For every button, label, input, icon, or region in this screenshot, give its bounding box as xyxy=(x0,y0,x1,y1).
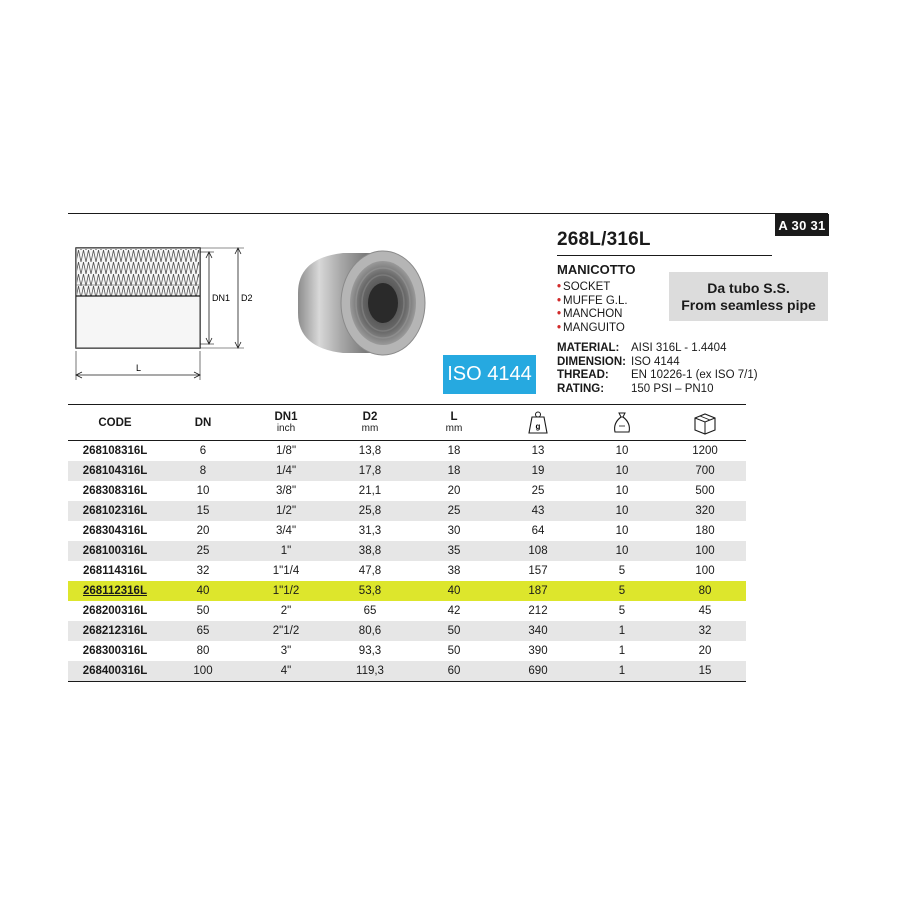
alias-item: • MANGUITO xyxy=(557,321,625,334)
table-header xyxy=(68,405,746,441)
cell-dn: 40 xyxy=(162,581,244,601)
cell-l: 42 xyxy=(412,601,496,621)
cell-d2: 17,8 xyxy=(328,461,412,481)
cell-code: 268108316L xyxy=(68,441,162,462)
cell-d2: 65 xyxy=(328,601,412,621)
cell-d2: 80,6 xyxy=(328,621,412,641)
specs xyxy=(557,342,758,396)
alias-item: • MUFFE G.L. xyxy=(557,294,628,307)
cell-code: 268104316L xyxy=(68,461,162,481)
cell-box: 45 xyxy=(664,601,746,621)
cell-dn: 65 xyxy=(162,621,244,641)
cell-d2: 21,1 xyxy=(328,481,412,501)
cell-code: 268100316L xyxy=(68,541,162,561)
cell-box: 1200 xyxy=(664,441,746,462)
table-row xyxy=(68,541,746,561)
svg-text:g: g xyxy=(535,421,541,431)
spec-rating: RATING: 150 PSI – PN10 xyxy=(557,382,714,395)
cell-box: 32 xyxy=(664,621,746,641)
table-row xyxy=(68,501,746,521)
table-row xyxy=(68,481,746,501)
cell-box: 15 xyxy=(664,661,746,682)
cell-l: 50 xyxy=(412,621,496,641)
cell-bag: 10 xyxy=(580,541,664,561)
cell-code: 268200316L xyxy=(68,601,162,621)
cell-dn1: 1/8" xyxy=(244,441,328,462)
cell-dn1: 1/4" xyxy=(244,461,328,481)
product-photo xyxy=(283,233,433,373)
product-aliases xyxy=(557,281,628,335)
spec-dimension: DIMENSION: ISO 4144 xyxy=(557,355,680,368)
page-tag: A 30 31 xyxy=(775,214,829,236)
cell-d2: 47,8 xyxy=(328,561,412,581)
cell-dn1: 1"1/4 xyxy=(244,561,328,581)
cell-dn: 10 xyxy=(162,481,244,501)
cell-l: 18 xyxy=(412,461,496,481)
product-table xyxy=(68,404,746,682)
spec-thread: THREAD: EN 10226-1 (ex ISO 7/1) xyxy=(557,369,758,381)
cell-weight: 390 xyxy=(496,641,580,661)
cell-weight: 187 xyxy=(496,581,580,601)
header-code: CODE xyxy=(68,405,162,441)
table-row xyxy=(68,641,746,661)
cell-l: 60 xyxy=(412,661,496,682)
table-row xyxy=(68,521,746,541)
cell-box: 80 xyxy=(664,581,746,601)
cell-code: 268212316L xyxy=(68,621,162,641)
cell-dn1: 2" xyxy=(244,601,328,621)
cell-code: 268400316L xyxy=(68,661,162,682)
cell-code: 268308316L xyxy=(68,481,162,501)
bullet-icon: • xyxy=(557,321,562,334)
cell-l: 35 xyxy=(412,541,496,561)
source-line-2: From seamless pipe xyxy=(681,296,816,313)
product-divider xyxy=(557,255,772,256)
header-dn1: DN1 inch xyxy=(244,405,328,441)
source-line-1: Da tubo S.S. xyxy=(707,279,790,296)
cell-dn: 6 xyxy=(162,441,244,462)
cell-d2: 25,8 xyxy=(328,501,412,521)
cell-bag: 1 xyxy=(580,641,664,661)
cell-dn: 50 xyxy=(162,601,244,621)
cell-dn: 8 xyxy=(162,461,244,481)
cell-weight: 340 xyxy=(496,621,580,641)
cell-l: 50 xyxy=(412,641,496,661)
alias-item: • SOCKET xyxy=(557,281,611,293)
header-d2: D2 mm xyxy=(328,405,412,441)
cell-code: 268114316L xyxy=(68,561,162,581)
cell-bag: 10 xyxy=(580,481,664,501)
table-row xyxy=(68,441,746,462)
dn1-label: DN1 xyxy=(212,293,231,303)
cell-bag: 5 xyxy=(580,601,664,621)
cell-dn1: 2"1/2 xyxy=(244,621,328,641)
cell-weight: 13 xyxy=(496,441,580,462)
cell-box: 700 xyxy=(664,461,746,481)
cell-code: 268304316L xyxy=(68,521,162,541)
cell-dn: 20 xyxy=(162,521,244,541)
product-name: MANICOTTO xyxy=(557,262,636,277)
cell-box: 320 xyxy=(664,501,746,521)
cell-dn1: 1"1/2 xyxy=(244,581,328,601)
d2-label: D2 xyxy=(241,293,253,303)
weight-icon xyxy=(496,405,580,441)
cell-dn: 100 xyxy=(162,661,244,682)
table-row xyxy=(68,661,746,682)
cell-weight: 690 xyxy=(496,661,580,682)
cell-bag: 10 xyxy=(580,461,664,481)
cell-dn1: 3/8" xyxy=(244,481,328,501)
cell-code: 268112316L xyxy=(68,581,162,601)
cell-weight: 19 xyxy=(496,461,580,481)
cell-box: 180 xyxy=(664,521,746,541)
cell-l: 18 xyxy=(412,441,496,462)
bullet-icon: • xyxy=(557,281,562,293)
cell-bag: 1 xyxy=(580,621,664,641)
cell-dn1: 1/2" xyxy=(244,501,328,521)
cell-code: 268300316L xyxy=(68,641,162,661)
cell-weight: 25 xyxy=(496,481,580,501)
cell-l: 38 xyxy=(412,561,496,581)
cell-l: 20 xyxy=(412,481,496,501)
cell-weight: 64 xyxy=(496,521,580,541)
cell-weight: 108 xyxy=(496,541,580,561)
bag-icon xyxy=(580,405,664,441)
cell-d2: 119,3 xyxy=(328,661,412,682)
cell-l: 30 xyxy=(412,521,496,541)
product-code: 268L/316L xyxy=(557,229,651,250)
cell-box: 100 xyxy=(664,561,746,581)
bullet-icon: • xyxy=(557,294,562,307)
table-row xyxy=(68,621,746,641)
header-dn: DN xyxy=(162,405,244,441)
alias-item: • MANCHON xyxy=(557,308,623,320)
cell-bag: 10 xyxy=(580,441,664,462)
cell-weight: 157 xyxy=(496,561,580,581)
cell-box: 500 xyxy=(664,481,746,501)
cell-weight: 212 xyxy=(496,601,580,621)
cell-box: 100 xyxy=(664,541,746,561)
spec-material: MATERIAL: AISI 316L - 1.4404 xyxy=(557,342,727,354)
cell-d2: 38,8 xyxy=(328,541,412,561)
cell-dn: 32 xyxy=(162,561,244,581)
cell-d2: 93,3 xyxy=(328,641,412,661)
table-row xyxy=(68,461,746,481)
cell-dn: 80 xyxy=(162,641,244,661)
bullet-icon: • xyxy=(557,308,562,320)
table-row xyxy=(68,561,746,581)
cell-dn1: 4" xyxy=(244,661,328,682)
table-row xyxy=(68,601,746,621)
cell-l: 25 xyxy=(412,501,496,521)
cell-dn1: 3" xyxy=(244,641,328,661)
cell-dn1: 1" xyxy=(244,541,328,561)
cell-bag: 10 xyxy=(580,521,664,541)
cell-d2: 53,8 xyxy=(328,581,412,601)
technical-drawing xyxy=(66,238,256,383)
cell-bag: 10 xyxy=(580,501,664,521)
cell-box: 20 xyxy=(664,641,746,661)
l-label: L xyxy=(136,363,142,373)
cell-d2: 13,8 xyxy=(328,441,412,462)
cell-code: 268102316L xyxy=(68,501,162,521)
cell-d2: 31,3 xyxy=(328,521,412,541)
cell-weight: 43 xyxy=(496,501,580,521)
cell-bag: 5 xyxy=(580,561,664,581)
cell-bag: 1 xyxy=(580,661,664,682)
iso-badge: ISO 4144 xyxy=(443,355,536,394)
cell-dn1: 3/4" xyxy=(244,521,328,541)
cell-dn: 25 xyxy=(162,541,244,561)
top-rule xyxy=(68,213,828,214)
header-l: L mm xyxy=(412,405,496,441)
box-icon xyxy=(664,405,746,441)
table-row xyxy=(68,581,746,601)
cell-dn: 15 xyxy=(162,501,244,521)
cell-bag: 5 xyxy=(580,581,664,601)
source-box xyxy=(669,272,828,321)
cell-l: 40 xyxy=(412,581,496,601)
